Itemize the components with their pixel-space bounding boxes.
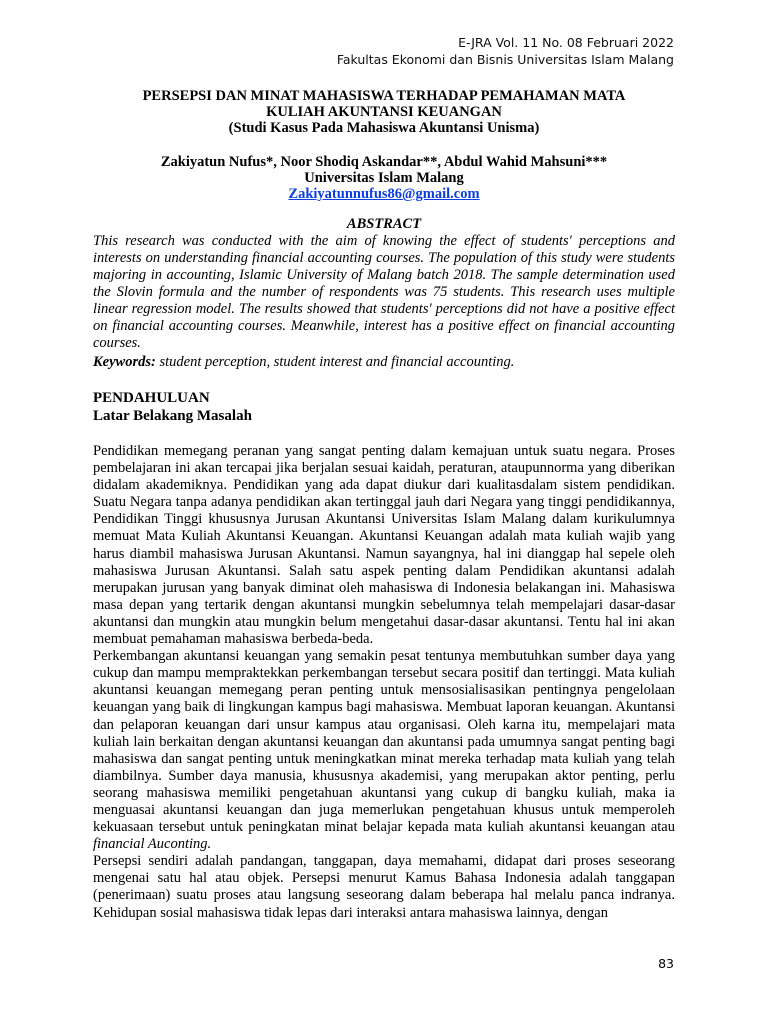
author-names: Zakiyatun Nufus*, Noor Shodiq Askandar**, Abdul Wahid Mahsuni*** (160, 154, 608, 170)
keywords-line (93, 354, 675, 371)
paper-subtitle: (Studi Kasus Pada Mahasiswa Akuntansi Unisma) (228, 120, 540, 136)
journal-info: E-JRA Vol. 11 No. 08 Februari 2022 (458, 35, 674, 50)
paragraph-3: Persepsi sendiri adalah pandangan, tanggapan, daya memahami, didapat dari proses seseorang mengenai satu hal atau objek. Persepsi menurut Kamus Bahasa Indonesia adalah tanggapan (penerimaan) suatu proses atau langsung seseorang dalam beberapa hal melalu panca indranya. Kehidupan sosial mahasiswa tidak lepas dari interaksi antara mahasiswa lainnya, dengan (93, 853, 675, 921)
paragraph-2 (93, 648, 675, 853)
subsection-heading: Latar Belakang Masalah (93, 408, 252, 424)
keywords-label: Keywords: (93, 354, 156, 370)
section-heading: PENDAHULUAN (93, 390, 210, 406)
abstract-text: This research was conducted with the aim of knowing the effect of students' perceptions and interests on understanding financial accounting courses. The population of this study were students majoring in accounting, Islamic University of Malang batch 2018. The sample determination used the Slovin formula and the number of respondents was 75 students. This research uses multiple linear regression model. The results showed that students' perceptions did not have a positive effect on financial accounting courses. Meanwhile, interest has a positive effect on financial accounting courses. (93, 233, 675, 351)
page-number: 83 (658, 956, 674, 971)
title-line-2: KULIAH AKUNTANSI KEUANGAN (266, 104, 502, 120)
page-content (93, 88, 675, 922)
paragraph-1: Pendidikan memegang peranan yang sangat penting dalam kemajuan untuk suatu negara. Proses pembelajaran ini akan tercapai jika berjalan sesuai kaidah, peraturan, ataupunnorma yang diberikan didalam akademiknya. Pendidikan yang ada dapat diukur dari kualitasdalam sistem pendidikan. Suatu Negara tanpa adanya pendidikan akan tertinggal jauh dari Negara yang tinggi pendidikannya, Pendidikan Tinggi khususnya Jurusan Akuntansi Universitas Islam Malang dalam kurikulumnya memuat Mata Kuliah Akuntansi Keuangan. Akuntansi Keuangan adalah mata kuliah wajib yang harus diambil mahasiswa Jurusan Akuntansi. Namun sayangnya, hal ini dianggap hal sepele oleh mahasiswa Jurusan Akuntansi. Salah satu aspek penting dalam Pendidikan akuntansi adalah merupakan jurusan yang banyak diminat oleh mahasiswa di Indonesia belakangan ini. Mahasiswa masa depan yang tertarik dengan akuntansi mungkin sebelumnya telah mempelajari dasar-dasar akuntansi dan mungkin atau mungkin belum mengetahui dasar-dasar akuntansi. Tentu hal ini akan membuat pemahaman mahasiswa berbeda-beda. (93, 443, 675, 648)
email-link[interactable]: Zakiyatunnufus86@gmail.com (288, 186, 480, 202)
running-header (337, 34, 674, 68)
faculty-info: Fakultas Ekonomi dan Bisnis Universitas Islam Malang (336, 52, 674, 67)
author-block (93, 154, 675, 202)
title-line-1: PERSEPSI DAN MINAT MAHASISWA TERHADAP PEMAHAMAN MATA (142, 88, 626, 104)
body-text (93, 443, 675, 922)
paragraph-2-italic: financial Auconting. (93, 836, 212, 853)
paragraph-2-text: Perkembangan akuntansi keuangan yang semakin pesat tentunya membutuhkan sumber daya yang cukup dan mampu mempraktekkan perkembangan tersebut secara positif dan tertinggi. Mata kuliah akuntansi keuangan memegang peran penting untuk mensosialisasikan pentingnya pengelolaan keuangan yang baik di lingkungan kampus bagi mahasiswa. Membuat laporan keuangan. Akuntansi dan pelaporan keuangan dari unsur kampus atau organisasi. Oleh karna itu, mempelajari mata kuliah lain berkaitan dengan akuntansi keuangan dan akuntansi pada umumnya sangat penting bagi mahasiswa dan sangat penting untuk meningkatkan minat mereka terhadap mata kuliah yang telah diambilnya. Sumber daya manusia, khususnya akademisi, yang merupakan aktor penting, perlu seorang mahasiswa memiliki pengetahuan akuntansi yang cukup di bangku kuliah, maka ia menguasai akuntansi keuangan dan juga memerlukan pengetahuan khusus untuk memperoleh kekuasaan tersebut untuk peningkatan minat belajar kepada mata kuliah akuntansi keuangan atau (93, 648, 675, 836)
paper-title (93, 88, 675, 120)
abstract-heading: ABSTRACT (346, 216, 422, 232)
affiliation: Universitas Islam Malang (304, 170, 464, 186)
keywords-list: student perception, student interest and financial accounting. (155, 354, 515, 370)
